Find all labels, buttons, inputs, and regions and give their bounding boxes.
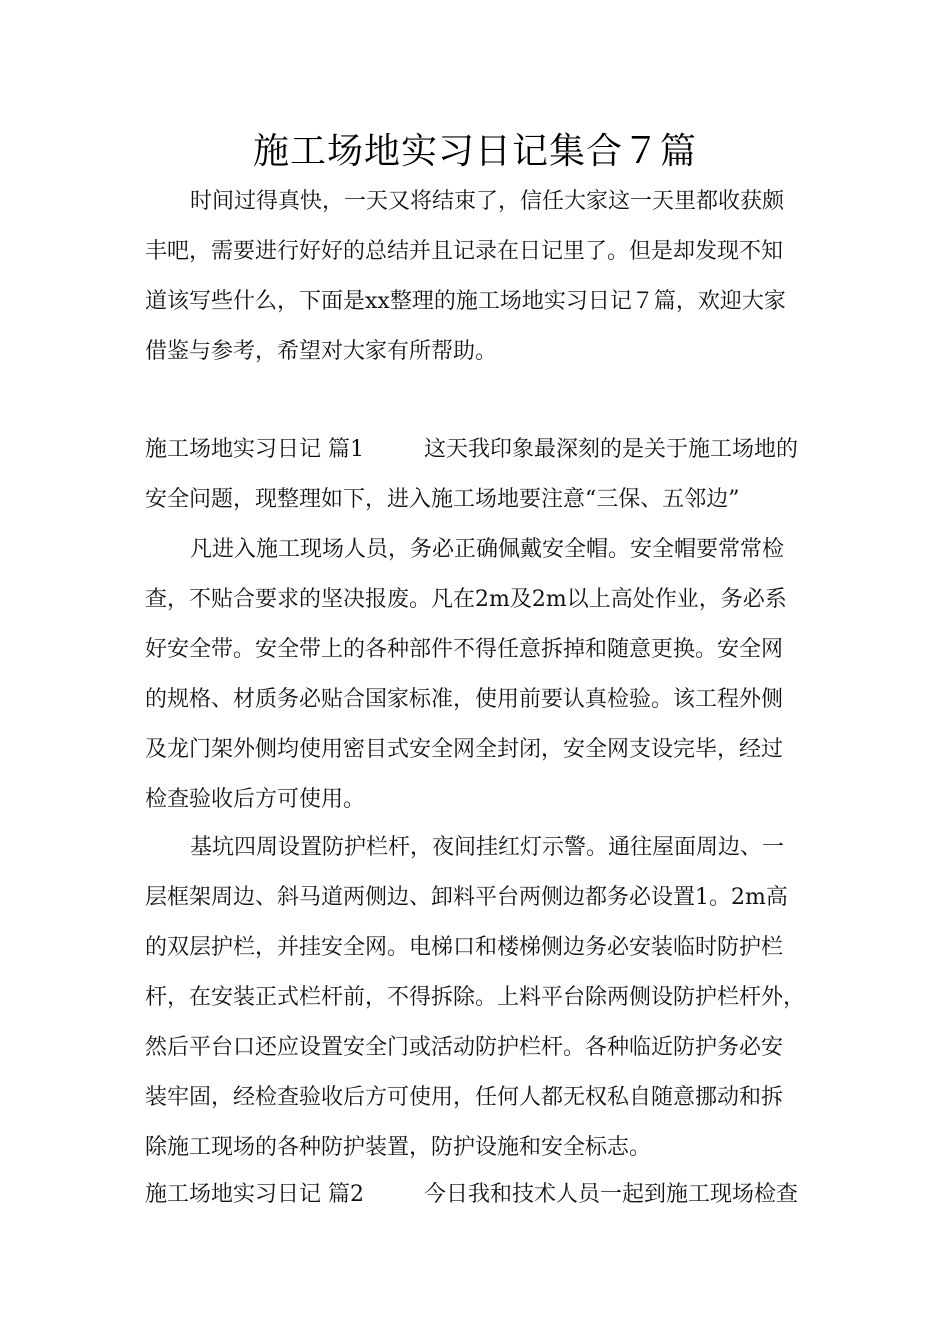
text-line: 的规格、材质务必贴合国家标准，使用前要认真检验。该工程外侧 [145, 687, 784, 712]
entry-opening-text: 今日我和技术人员一起到施工现场检查 [424, 1182, 799, 1207]
text-line: 基坑四周设置防护栏杆，夜间挂红灯示警。通往屋面周边、一 [190, 835, 785, 860]
document-title: 施工场地实习日记集合７篇 [252, 131, 697, 172]
safety-paragraph-2 [145, 823, 815, 1173]
text-line: 安全问题，现整理如下，进入施工场地要注意“三保、五邻边” [145, 487, 740, 512]
entry-first-line [145, 425, 815, 475]
intro-paragraph [145, 177, 815, 377]
diary-entry-1 [145, 425, 815, 525]
text-line: 凡进入施工现场人员，务必正确佩戴安全帽。安全帽要常常检 [190, 537, 785, 562]
text-line: 时间过得真快，一天又将结束了，信任大家这一天里都收获颇 [190, 189, 785, 214]
text-line: 层框架周边、斜马道两侧边、卸料平台两侧边都务必设置1。2m高 [145, 885, 788, 910]
text-line: 道该写些什么，下面是xx整理的施工场地实习日记７篇，欢迎大家 [145, 289, 786, 314]
text-line: 然后平台口还应设置安全门或活动防护栏杆。各种临近防护务必安 [145, 1035, 784, 1060]
text-line: 查，不贴合要求的坚决报废。凡在2m及2m以上高处作业，务必系 [145, 587, 787, 612]
diary-entry-2 [145, 1170, 815, 1220]
text-line: 好安全带。安全带上的各种部件不得任意拆掉和随意更换。安全网 [145, 637, 784, 662]
entry-first-line [145, 1170, 815, 1220]
entry-heading: 施工场地实习日记 篇2 [145, 1182, 364, 1207]
text-line: 除施工现场的各种防护装置，防护设施和安全标志。 [145, 1135, 652, 1160]
text-line: 及龙门架外侧均使用密目式安全网全封闭，安全网支设完毕，经过 [145, 737, 784, 762]
entry-opening-text: 这天我印象最深刻的是关于施工场地的 [424, 437, 799, 462]
text-line: 杆，在安装正式栏杆前，不得拆除。上料平台除两侧设防护栏杆外， [145, 985, 806, 1010]
text-line: 装牢固，经检查验收后方可使用，任何人都无权私自随意挪动和拆 [145, 1085, 784, 1110]
entry-heading: 施工场地实习日记 篇1 [145, 437, 364, 462]
text-line: 检查验收后方可使用。 [145, 787, 366, 812]
text-line: 借鉴与参考，希望对大家有所帮助。 [145, 339, 498, 364]
safety-paragraph-1 [145, 525, 815, 825]
text-line: 丰吧，需要进行好好的总结并且记录在日记里了。但是却发现不知 [145, 239, 784, 264]
text-line: 的双层护栏，并挂安全网。电梯口和楼梯侧边务必安装临时防护栏 [145, 935, 784, 960]
